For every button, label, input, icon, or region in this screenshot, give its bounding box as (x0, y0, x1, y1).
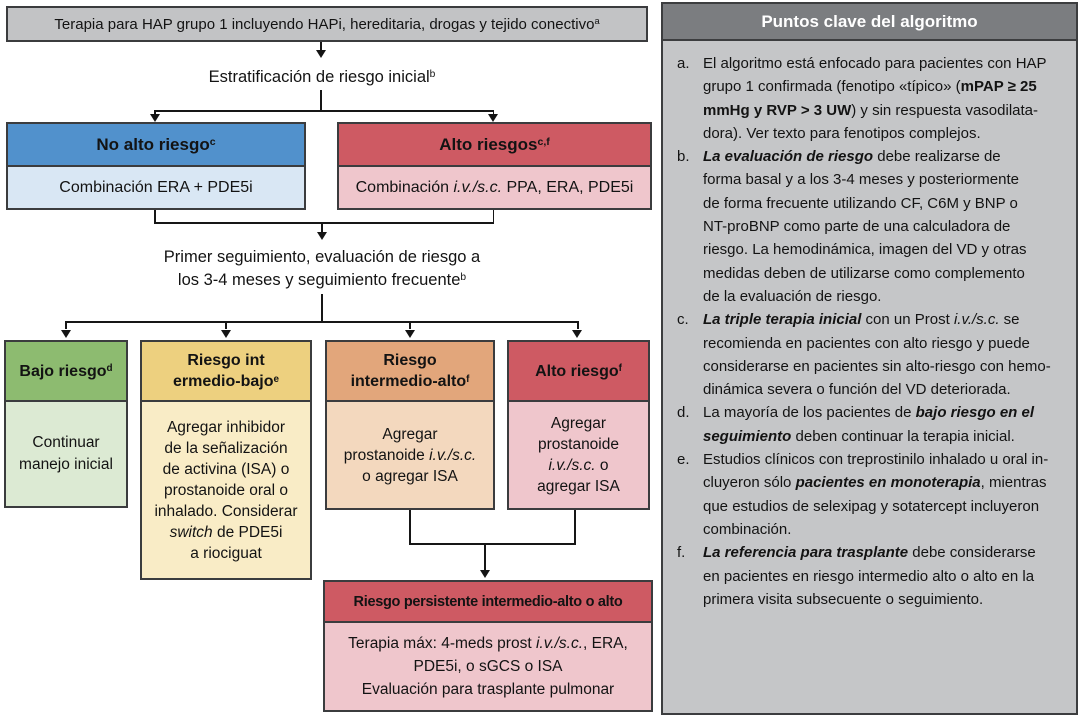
arrow-down-icon (488, 114, 498, 122)
key-points-title: Puntos clave del algoritmo (761, 11, 978, 31)
box-alto-riesgos-body: Combinación i.v./s.c. PPA, ERA, PDE5i (339, 167, 650, 208)
box-riesgo-intermedio-bajo (140, 340, 312, 580)
key-point-text: El algoritmo está enfocado para pacientes con HAP grupo 1 confirmada (fenotipo «típico» (mPAP ≥ 25 mmHg y RVP > 3 UW) y sin respuesta vasodilata- dora). Ver texto para fenotipos complejos. (703, 55, 1047, 142)
key-point-text: La referencia para trasplante debe considerarse en pacientes en riesgo intermedio alto o alto en la primera visita subsecuente o seguimiento. (703, 544, 1036, 608)
box-riesgo-persistente-header: Riesgo persistente intermedio-alto o alto (325, 582, 651, 623)
connector-line (577, 321, 579, 329)
arrow-down-icon (150, 114, 160, 122)
connector-line (154, 222, 494, 224)
key-points-list (663, 41, 1076, 611)
box-alto-riesgos (337, 122, 652, 210)
box-no-alto-riesgo (6, 122, 306, 210)
therapy-title-box: Terapia para HAP grupo 1 incluyendo HAPi, hereditaria, drogas y tejido conectivo$^a$ (6, 6, 648, 42)
connector-line (574, 510, 576, 543)
key-point-label: d. (677, 404, 690, 422)
connector-line (320, 42, 322, 50)
box-alto-riesgos-header: Alto riesgos$^{c,f}$ (339, 124, 650, 167)
key-point-item (677, 145, 1068, 308)
key-point-text: La evaluación de riesgo debe realizarse de forma basal y a los 3-4 meses y posteriormente de forma frecuente utilizando CF, C6M y BNP o NT-proBNP como parte de una calculadora de riesgo. La hemodinámica, imagen del VD y otras medidas deben de utilizarse como complemento de la evaluación de riesgo. (703, 148, 1027, 305)
connector-line (493, 210, 495, 222)
connector-line (321, 222, 323, 232)
connector-line (409, 321, 411, 329)
key-point-label: f. (677, 544, 686, 562)
key-point-text: La mayoría de los pacientes de bajo riesgo en el seguimiento deben continuar la terapia inicial. (703, 404, 1035, 445)
connector-line (66, 321, 579, 323)
key-point-item (677, 308, 1068, 401)
connector-line (321, 294, 323, 321)
connector-line (225, 321, 227, 329)
key-point-label: a. (677, 55, 690, 72)
box-bajo-riesgo-header: Bajo riesgo$^d$ (6, 342, 126, 402)
arrow-down-icon (480, 570, 490, 578)
key-point-text: La triple terapia inicial con un Prost i.v./s.c. se recomienda en pacientes con alto riesgo y puede considerarse en pacientes sin alto-riesgo con hemo- dinámica severa o función del VD deteriorada. (703, 311, 1051, 399)
box-riesgo-intermedio-alto-body: Agregar prostanoide i.v./s.c. o agregar ISA (327, 402, 493, 508)
connector-line (155, 110, 494, 112)
arrow-down-icon (317, 232, 327, 240)
arrow-down-icon (572, 330, 582, 338)
box-alto-riesgo-seguimiento-body: Agregar prostanoide i.v./s.c. o agregar ISA (509, 402, 648, 508)
stratification-label: Estratificación de riesgo inicial$^b$ (208, 68, 436, 86)
box-alto-riesgo-seguimiento (507, 340, 650, 510)
key-point-label: e. (677, 451, 690, 469)
key-point-item (677, 448, 1068, 541)
key-point-item (677, 401, 1068, 448)
box-alto-riesgo-seguimiento-header: Alto riesgo$^f$ (509, 342, 648, 402)
box-riesgo-intermedio-bajo-header: Riesgo int ermedio-bajo$^e$ (142, 342, 310, 402)
key-points-panel (661, 2, 1078, 715)
key-point-text: Estudios clínicos con treprostinilo inhalado u oral in- cluyeron sólo pacientes en monoterapia, mientras que estudios de selexipag y sotatercept incluyeron combinación. (703, 451, 1049, 538)
key-points-panel-header (663, 4, 1076, 41)
box-riesgo-persistente (323, 580, 653, 712)
box-riesgo-intermedio-alto (325, 340, 495, 510)
box-no-alto-riesgo-header: No alto riesgo$^c$ (8, 124, 304, 167)
box-riesgo-intermedio-bajo-body: Agregar inhibidor de la señalización de activina (ISA) o prostanoide oral o inhalado. Considerar switch de PDE5i a riociguat (142, 402, 310, 578)
key-point-item (677, 52, 1068, 145)
connector-line (154, 210, 156, 222)
arrow-down-icon (405, 330, 415, 338)
connector-line (409, 510, 411, 543)
connector-line (409, 543, 576, 545)
box-no-alto-riesgo-body: Combinación ERA + PDE5i (8, 167, 304, 208)
connector-line (65, 321, 67, 329)
box-riesgo-intermedio-alto-header: Riesgo intermedio-alto$^f$ (327, 342, 493, 402)
box-bajo-riesgo-body: Continuar manejo inicial (6, 402, 126, 506)
box-riesgo-persistente-body: Terapia máx: 4-meds prost i.v./s.c., ERA, PDE5i, o sGCS o ISA Evaluación para trasplante pulmonar (325, 623, 651, 710)
connector-line (320, 90, 322, 110)
key-point-label: b. (677, 148, 690, 166)
arrow-down-icon (61, 330, 71, 338)
key-point-label: c. (677, 311, 689, 329)
box-bajo-riesgo (4, 340, 128, 508)
arrow-down-icon (221, 330, 231, 338)
key-point-item (677, 541, 1068, 611)
arrow-down-icon (316, 50, 326, 58)
connector-line (484, 543, 486, 570)
followup-label: Primer seguimiento, evaluación de riesgo a los 3-4 meses y seguimiento frecuente$^b$ (163, 248, 481, 289)
